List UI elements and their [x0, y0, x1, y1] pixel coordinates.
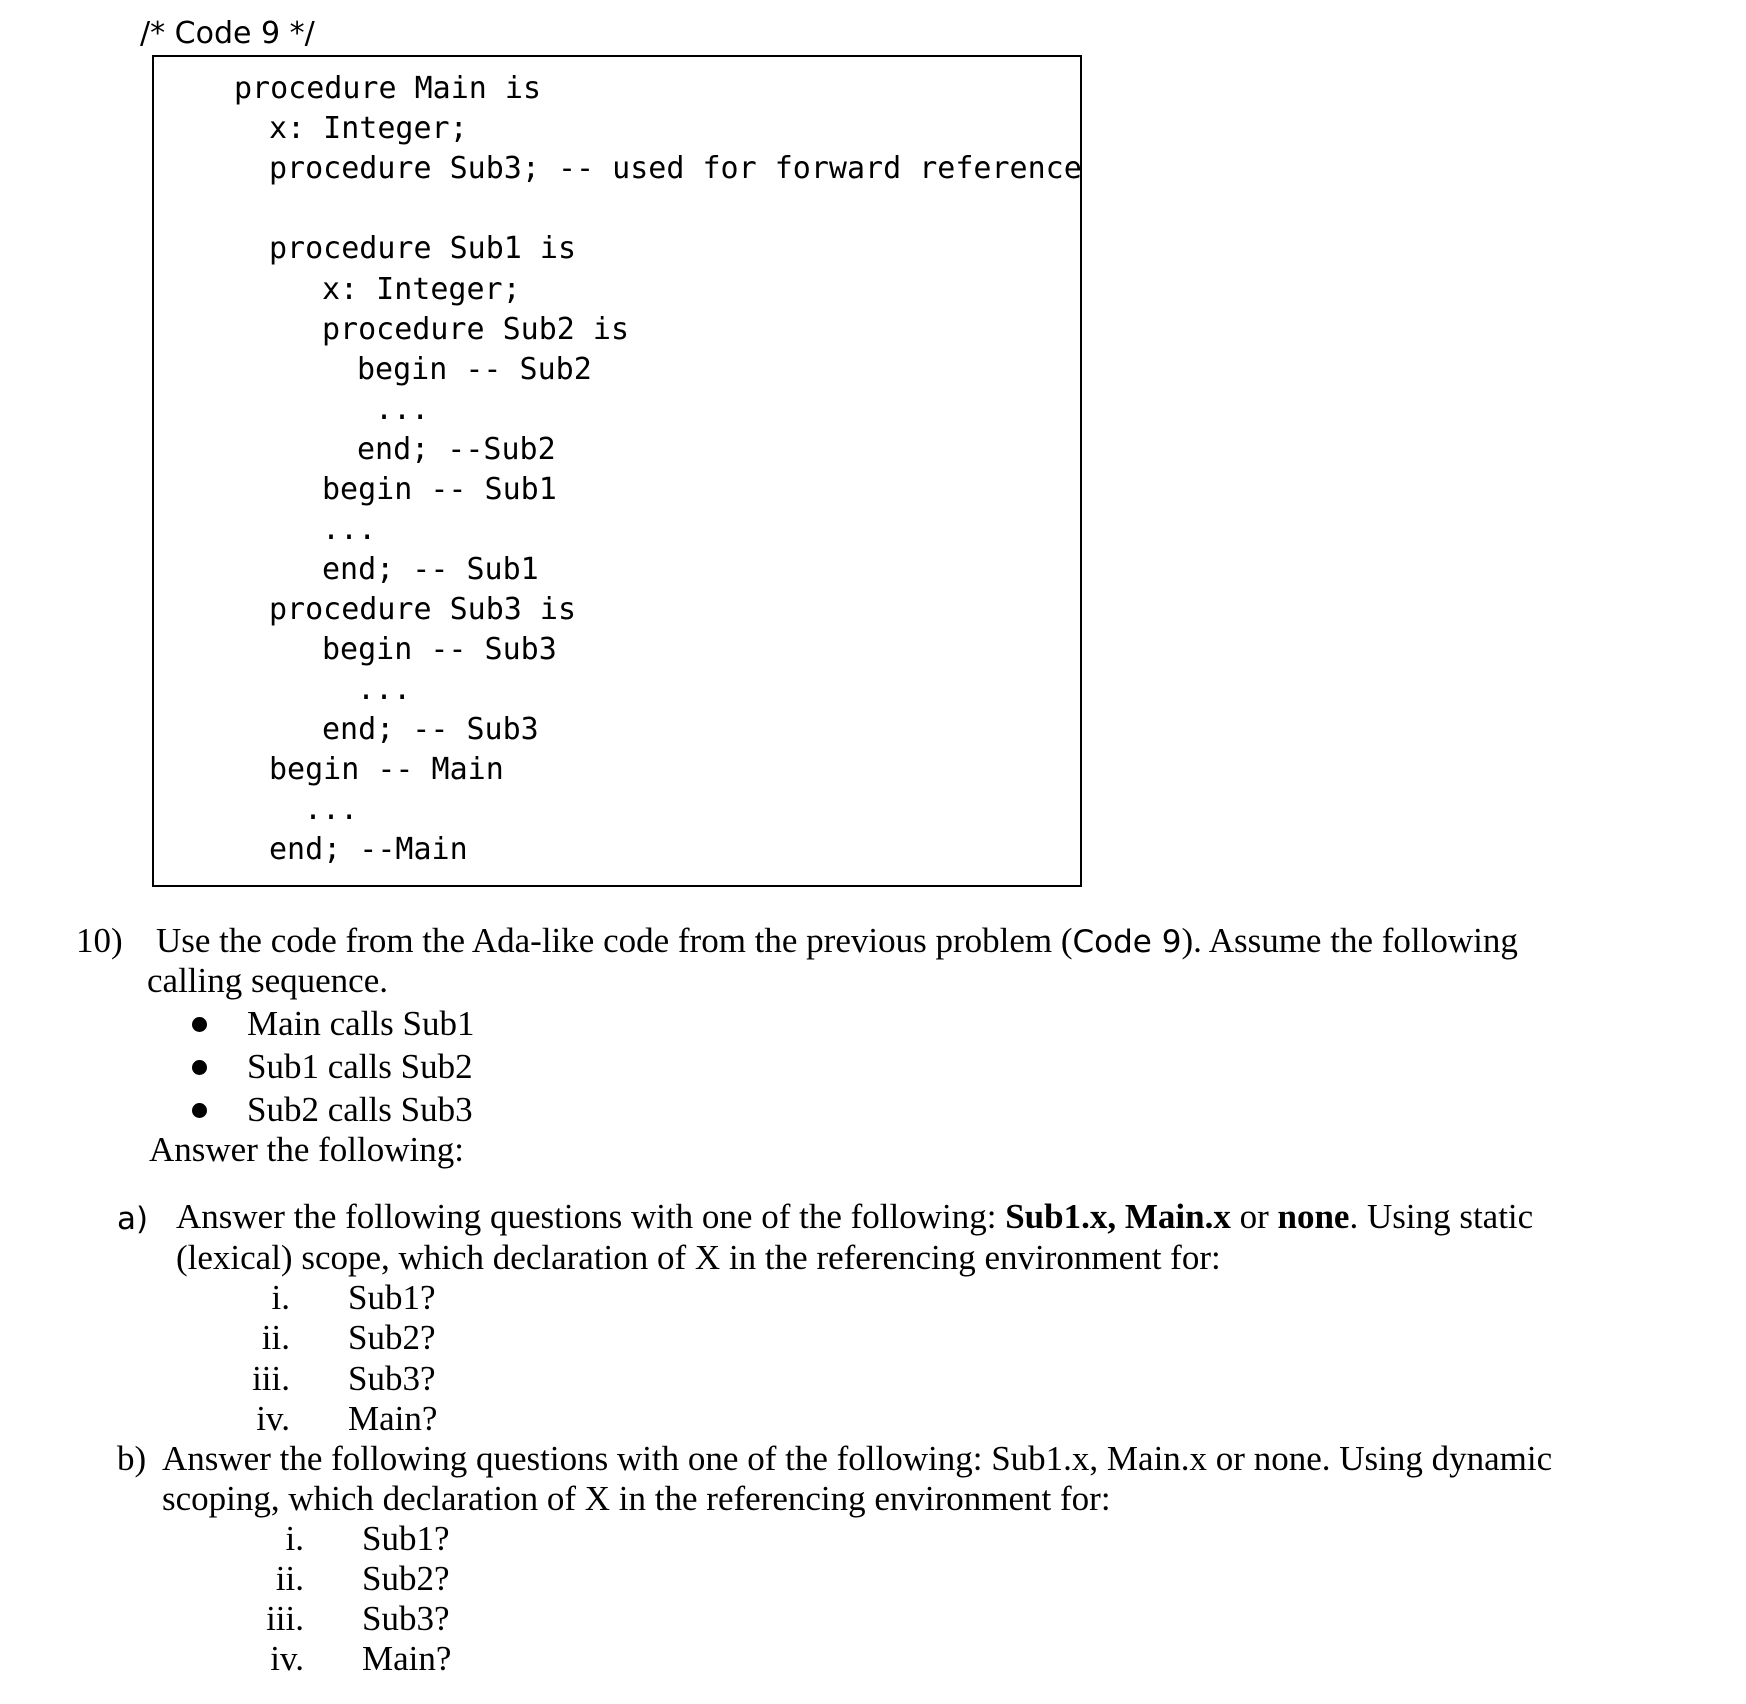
part-b-item: Sub2?	[362, 1559, 450, 1598]
part-a-text-2: . Using static	[1349, 1197, 1534, 1236]
code-line: begin -- Sub2	[357, 352, 592, 387]
code-line: end; --Sub2	[357, 432, 556, 467]
part-b-line2: scoping, which declaration of X in the referencing environment for:	[162, 1479, 1111, 1518]
part-b-label: b)	[117, 1439, 147, 1478]
part-b-item: Sub3?	[362, 1599, 450, 1638]
part-b-item: Sub1?	[362, 1519, 450, 1558]
code-line: ...	[322, 512, 377, 547]
code-line: procedure Sub2 is	[322, 312, 630, 347]
part-a-text-1: Answer the following questions with one of the following:	[176, 1197, 1006, 1236]
code-line: x: Integer;	[322, 272, 521, 307]
part-a-or: or	[1230, 1197, 1278, 1236]
code-line: end; --Main	[269, 832, 468, 867]
question-number: 10)	[76, 921, 123, 960]
part-a-line2: (lexical) scope, which declaration of X in the referencing environment for:	[176, 1238, 1221, 1277]
code-line: begin -- Main	[269, 752, 504, 787]
roman-numeral: ii.	[275, 1559, 304, 1598]
part-a-item: Sub2?	[348, 1318, 436, 1357]
code-line: procedure Main is	[234, 71, 542, 106]
part-a-line1	[176, 1196, 1533, 1237]
bullet-icon	[192, 1060, 207, 1075]
roman-numeral: iii.	[266, 1599, 304, 1638]
intro-text-1: Use the code from the Ada-like code from the previous problem (	[156, 921, 1073, 960]
code-line: ...	[375, 392, 430, 427]
code-box	[152, 55, 1082, 887]
intro-text-2: ). Assume the following	[1181, 921, 1518, 960]
roman-numeral: iv.	[256, 1399, 290, 1438]
code-line: procedure Sub3 is	[269, 592, 577, 627]
part-b-item: Main?	[362, 1639, 452, 1678]
code-line: begin -- Sub1	[322, 472, 557, 507]
code-line: ...	[304, 792, 359, 827]
call-item: Sub2 calls Sub3	[247, 1090, 473, 1129]
code-line: procedure Sub1 is	[269, 231, 577, 266]
question-intro-line1	[156, 920, 1518, 963]
code-caption: /* Code 9 */	[140, 16, 315, 51]
code-line: procedure Sub3; -- used for forward reference	[269, 151, 1082, 186]
question-intro-line2: calling sequence.	[147, 961, 389, 1000]
bullet-icon	[192, 1017, 207, 1032]
roman-numeral: iv.	[270, 1639, 304, 1678]
call-item: Sub1 calls Sub2	[247, 1047, 473, 1086]
code-line: end; -- Sub3	[322, 712, 539, 747]
code-reference: Code 9	[1072, 924, 1182, 960]
part-b-line1: Answer the following questions with one of the following: Sub1.x, Main.x or none. Using dynamic	[162, 1439, 1553, 1478]
call-item: Main calls Sub1	[247, 1004, 475, 1043]
part-a-item: Sub1?	[348, 1278, 436, 1317]
option-none: none	[1277, 1197, 1350, 1236]
roman-numeral: ii.	[261, 1318, 290, 1357]
part-a-label-text: a)	[117, 1201, 149, 1237]
code-line: end; -- Sub1	[322, 552, 539, 587]
roman-numeral: i.	[285, 1519, 304, 1558]
code-line: ...	[357, 672, 412, 707]
part-a-item: Sub3?	[348, 1359, 436, 1398]
roman-numeral: iii.	[252, 1359, 290, 1398]
answer-prompt: Answer the following:	[149, 1130, 464, 1169]
part-a-label	[117, 1197, 148, 1240]
code-line: begin -- Sub3	[322, 632, 557, 667]
option-sub1-main: Sub1.x, Main.x	[1005, 1197, 1231, 1236]
bullet-icon	[192, 1103, 207, 1118]
roman-numeral: i.	[271, 1278, 290, 1317]
part-a-item: Main?	[348, 1399, 438, 1438]
code-line: x: Integer;	[269, 111, 468, 146]
